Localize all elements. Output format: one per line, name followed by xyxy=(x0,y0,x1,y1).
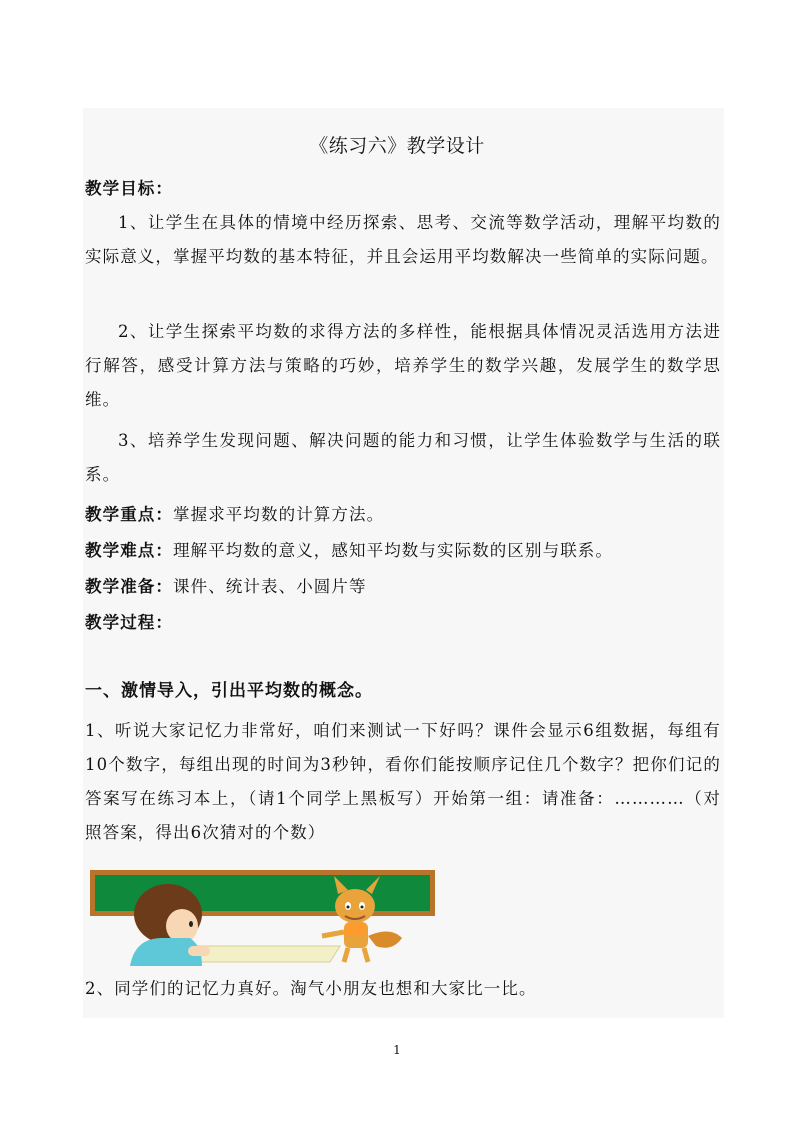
objective-2: 2、让学生探索平均数的求得方法的多样性，能根据具体情况灵活选用方法进行解答，感受计算方法与策略的巧妙，培养学生的数学兴趣，发展学生的数学思维。 xyxy=(85,322,721,409)
key-point-text: 掌握求平均数的计算方法。 xyxy=(173,505,385,524)
key-point-line xyxy=(85,498,721,532)
difficulty-text: 理解平均数的意义，感知平均数与实际数的区别与联系。 xyxy=(173,541,613,560)
document-title: 《练习六》教学设计 xyxy=(309,135,485,157)
objective-1: 1、让学生在具体的情境中经历探索、思考、交流等数学活动，理解平均数的实际意义，掌握平均数的基本特征，并且会运用平均数解决一些简单的实际问题。 xyxy=(85,213,721,266)
section1-paragraph-1: 1、听说大家记忆力非常好，咱们来测试一下好吗？课件会显示6组数据，每组有10个数字，每组出现的时间为3秒钟，看你们能按顺序记住几个数字？把你们记的答案写在练习本上，（请1个同学上黑板写）开始第一组：请准备：…………（对照答案，得出6次猜对的个数） xyxy=(85,721,721,842)
section1-paragraph-2: 2、同学们的记忆力真好。淘气小朋友也想和大家比一比。 xyxy=(85,979,537,998)
difficulty-line xyxy=(85,534,721,568)
section1-heading: 一、激情导入，引出平均数的概念。 xyxy=(85,681,373,701)
objectives-heading: 教学目标： xyxy=(85,179,173,198)
process-heading: 教学过程： xyxy=(85,613,173,632)
preparation-text: 课件、统计表、小圆片等 xyxy=(173,577,367,596)
classroom-illustration xyxy=(90,866,435,966)
objective-3: 3、培养学生发现问题、解决问题的能力和习惯，让学生体验数学与生活的联系。 xyxy=(85,431,721,484)
page-number: 1 xyxy=(393,1043,401,1057)
preparation-label: 教学准备： xyxy=(85,577,173,596)
preparation-line xyxy=(85,570,721,604)
difficulty-label: 教学难点： xyxy=(85,541,173,560)
key-point-label: 教学重点： xyxy=(85,505,173,524)
